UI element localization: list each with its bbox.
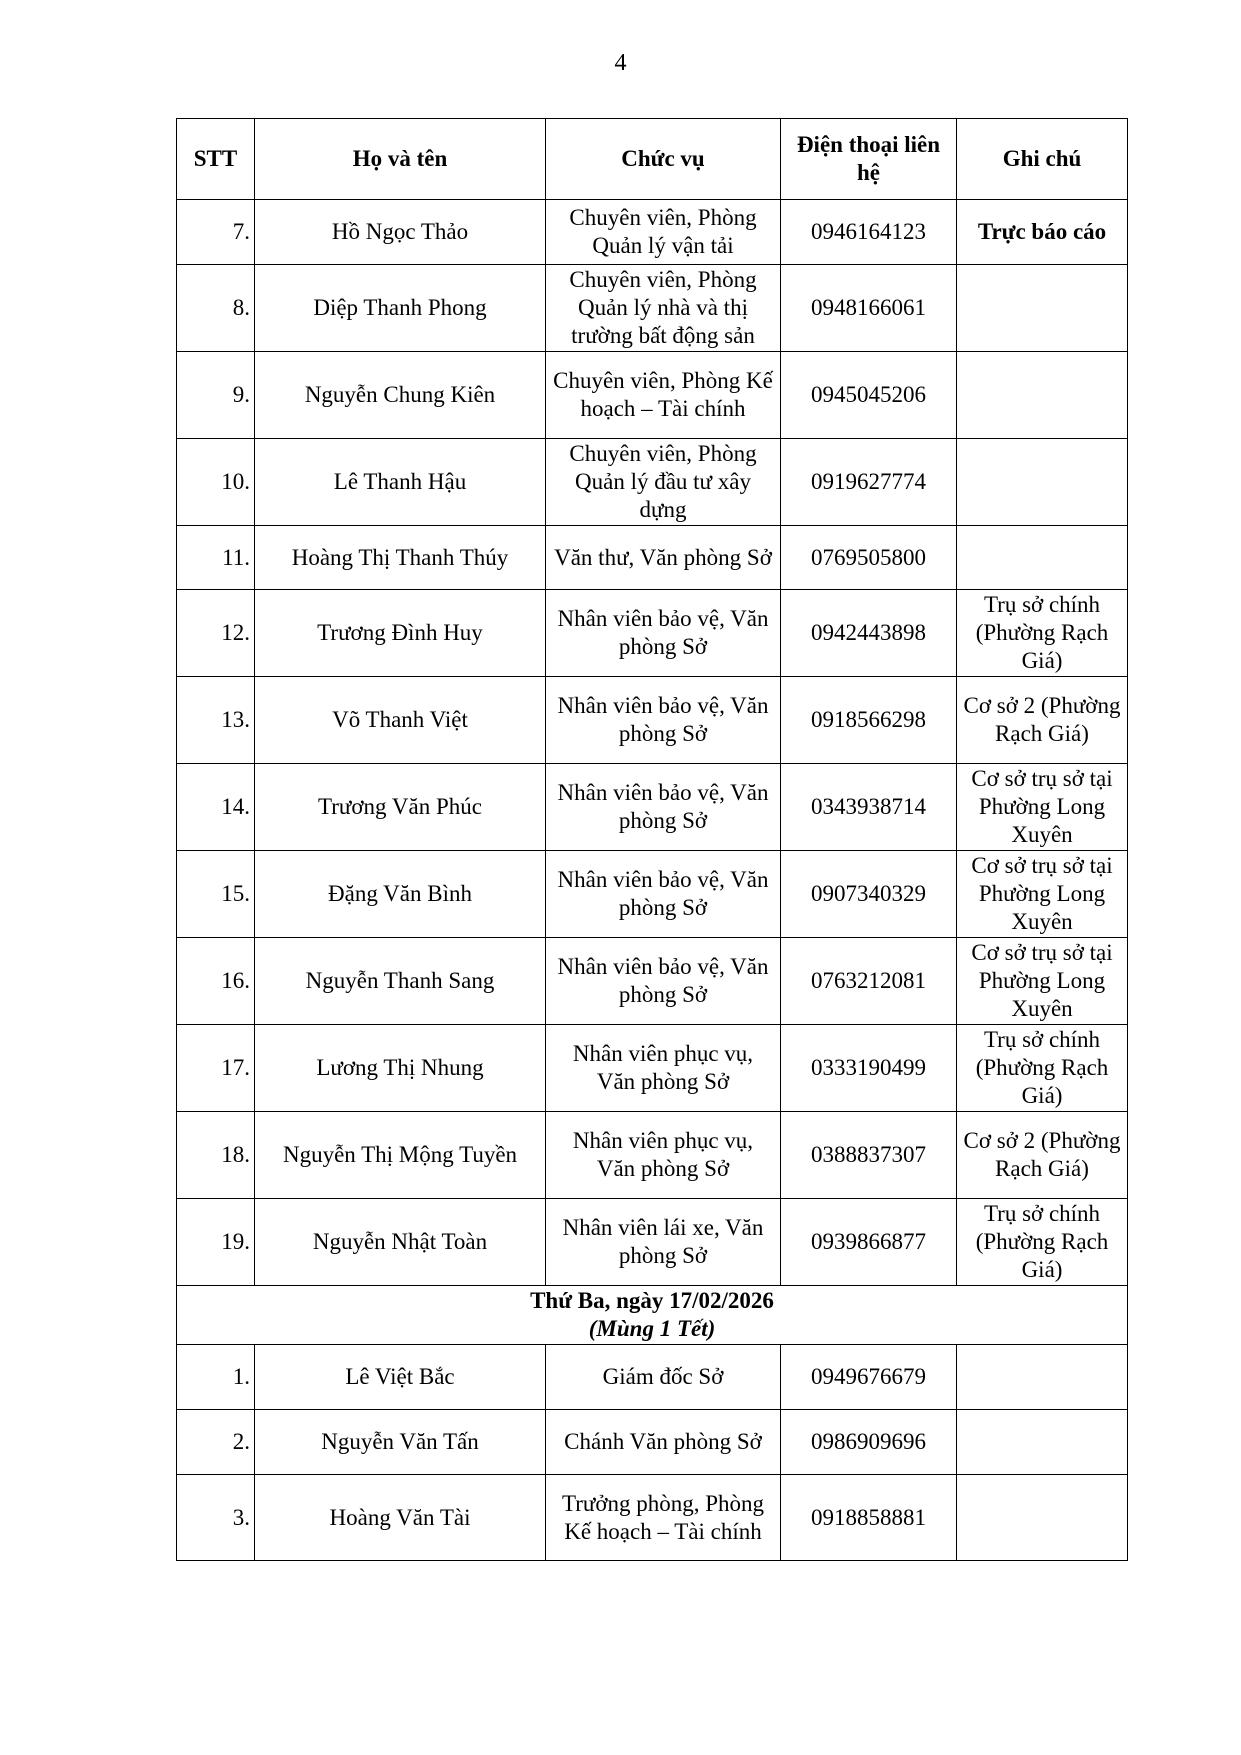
cell-name: Diệp Thanh Phong — [255, 265, 546, 352]
cell-position: Nhân viên bảo vệ, Văn phòng Sở — [546, 938, 781, 1025]
cell-name: Nguyễn Thanh Sang — [255, 938, 546, 1025]
cell-note — [957, 526, 1128, 590]
cell-position: Nhân viên lái xe, Văn phòng Sở — [546, 1199, 781, 1286]
cell-note — [957, 352, 1128, 439]
cell-note: Cơ sở 2 (Phường Rạch Giá) — [957, 1112, 1128, 1199]
cell-name: Võ Thanh Việt — [255, 677, 546, 764]
table-row — [177, 1199, 1128, 1286]
cell-name: Nguyễn Thị Mộng Tuyền — [255, 1112, 546, 1199]
cell-name: Trương Văn Phúc — [255, 764, 546, 851]
cell-note: Cơ sở trụ sở tại Phường Long Xuyên — [957, 764, 1128, 851]
cell-position: Nhân viên bảo vệ, Văn phòng Sở — [546, 590, 781, 677]
cell-name: Trương Đình Huy — [255, 590, 546, 677]
duty-roster-table — [176, 118, 1128, 1561]
cell-position: Chuyên viên, Phòng Quản lý nhà và thị trường bất động sản — [546, 265, 781, 352]
table-row — [177, 590, 1128, 677]
cell-note: Trụ sở chính (Phường Rạch Giá) — [957, 590, 1128, 677]
section-header-cell — [177, 1286, 1128, 1345]
cell-position: Nhân viên bảo vệ, Văn phòng Sở — [546, 764, 781, 851]
cell-position: Giám đốc Sở — [546, 1345, 781, 1410]
cell-position: Chánh Văn phòng Sở — [546, 1410, 781, 1475]
cell-position: Nhân viên phục vụ, Văn phòng Sở — [546, 1112, 781, 1199]
header-phone: Điện thoại liên hệ — [781, 119, 957, 200]
cell-stt: 8. — [177, 265, 255, 352]
cell-phone: 0333190499 — [781, 1025, 957, 1112]
cell-phone: 0942443898 — [781, 590, 957, 677]
cell-note: Cơ sở trụ sở tại Phường Long Xuyên — [957, 938, 1128, 1025]
cell-name: Hoàng Văn Tài — [255, 1475, 546, 1561]
cell-name: Lương Thị Nhung — [255, 1025, 546, 1112]
cell-note — [957, 439, 1128, 526]
cell-stt: 17. — [177, 1025, 255, 1112]
cell-phone: 0939866877 — [781, 1199, 957, 1286]
cell-stt: 16. — [177, 938, 255, 1025]
table-row — [177, 1025, 1128, 1112]
cell-position: Trưởng phòng, Phòng Kế hoạch – Tài chính — [546, 1475, 781, 1561]
section-title: Thứ Ba, ngày 17/02/2026 — [530, 1288, 774, 1313]
cell-position: Chuyên viên, Phòng Quản lý vận tải — [546, 200, 781, 265]
cell-note: Trực báo cáo — [957, 200, 1128, 265]
cell-note: Trụ sở chính (Phường Rạch Giá) — [957, 1199, 1128, 1286]
table-row — [177, 1345, 1128, 1410]
cell-note — [957, 1345, 1128, 1410]
cell-position: Chuyên viên, Phòng Kế hoạch – Tài chính — [546, 352, 781, 439]
cell-stt: 14. — [177, 764, 255, 851]
cell-name: Nguyễn Nhật Toàn — [255, 1199, 546, 1286]
table-row — [177, 265, 1128, 352]
cell-position: Nhân viên phục vụ, Văn phòng Sở — [546, 1025, 781, 1112]
cell-name: Lê Việt Bắc — [255, 1345, 546, 1410]
table-row — [177, 200, 1128, 265]
cell-note — [957, 265, 1128, 352]
table-row — [177, 677, 1128, 764]
cell-name: Hoàng Thị Thanh Thúy — [255, 526, 546, 590]
cell-position: Văn thư, Văn phòng Sở — [546, 526, 781, 590]
cell-position: Nhân viên bảo vệ, Văn phòng Sở — [546, 851, 781, 938]
cell-note — [957, 1475, 1128, 1561]
table-row — [177, 851, 1128, 938]
cell-stt: 13. — [177, 677, 255, 764]
cell-stt: 2. — [177, 1410, 255, 1475]
cell-stt: 11. — [177, 526, 255, 590]
cell-name: Hồ Ngọc Thảo — [255, 200, 546, 265]
cell-phone: 0918566298 — [781, 677, 957, 764]
table-row — [177, 352, 1128, 439]
header-note: Ghi chú — [957, 119, 1128, 200]
cell-name: Nguyễn Văn Tấn — [255, 1410, 546, 1475]
cell-phone: 0949676679 — [781, 1345, 957, 1410]
table-row — [177, 526, 1128, 590]
cell-stt: 10. — [177, 439, 255, 526]
cell-position: Nhân viên bảo vệ, Văn phòng Sở — [546, 677, 781, 764]
cell-phone: 0763212081 — [781, 938, 957, 1025]
cell-note — [957, 1410, 1128, 1475]
cell-stt: 9. — [177, 352, 255, 439]
table-header-row — [177, 119, 1128, 200]
cell-stt: 3. — [177, 1475, 255, 1561]
cell-phone: 0946164123 — [781, 200, 957, 265]
page-number: 4 — [614, 50, 627, 76]
section-subtitle: (Mùng 1 Tết) — [588, 1316, 716, 1341]
cell-name: Lê Thanh Hậu — [255, 439, 546, 526]
cell-note: Cơ sở trụ sở tại Phường Long Xuyên — [957, 851, 1128, 938]
table-row — [177, 439, 1128, 526]
table-row — [177, 938, 1128, 1025]
header-name: Họ và tên — [255, 119, 546, 200]
cell-phone: 0907340329 — [781, 851, 957, 938]
table-row — [177, 1475, 1128, 1561]
section-header-row — [177, 1286, 1128, 1345]
cell-phone: 0919627774 — [781, 439, 957, 526]
cell-name: Đặng Văn Bình — [255, 851, 546, 938]
cell-stt: 12. — [177, 590, 255, 677]
table-row — [177, 1410, 1128, 1475]
header-stt: STT — [177, 119, 255, 200]
cell-phone: 0986909696 — [781, 1410, 957, 1475]
cell-stt: 7. — [177, 200, 255, 265]
cell-name: Nguyễn Chung Kiên — [255, 352, 546, 439]
header-position: Chức vụ — [546, 119, 781, 200]
cell-phone: 0769505800 — [781, 526, 957, 590]
cell-phone: 0945045206 — [781, 352, 957, 439]
cell-stt: 15. — [177, 851, 255, 938]
cell-note: Cơ sở 2 (Phường Rạch Giá) — [957, 677, 1128, 764]
table-row — [177, 764, 1128, 851]
cell-note: Trụ sở chính (Phường Rạch Giá) — [957, 1025, 1128, 1112]
table-row — [177, 1112, 1128, 1199]
cell-stt: 19. — [177, 1199, 255, 1286]
cell-stt: 1. — [177, 1345, 255, 1410]
cell-phone: 0948166061 — [781, 265, 957, 352]
cell-phone: 0918858881 — [781, 1475, 957, 1561]
cell-position: Chuyên viên, Phòng Quản lý đầu tư xây dựng — [546, 439, 781, 526]
cell-stt: 18. — [177, 1112, 255, 1199]
cell-phone: 0388837307 — [781, 1112, 957, 1199]
cell-phone: 0343938714 — [781, 764, 957, 851]
